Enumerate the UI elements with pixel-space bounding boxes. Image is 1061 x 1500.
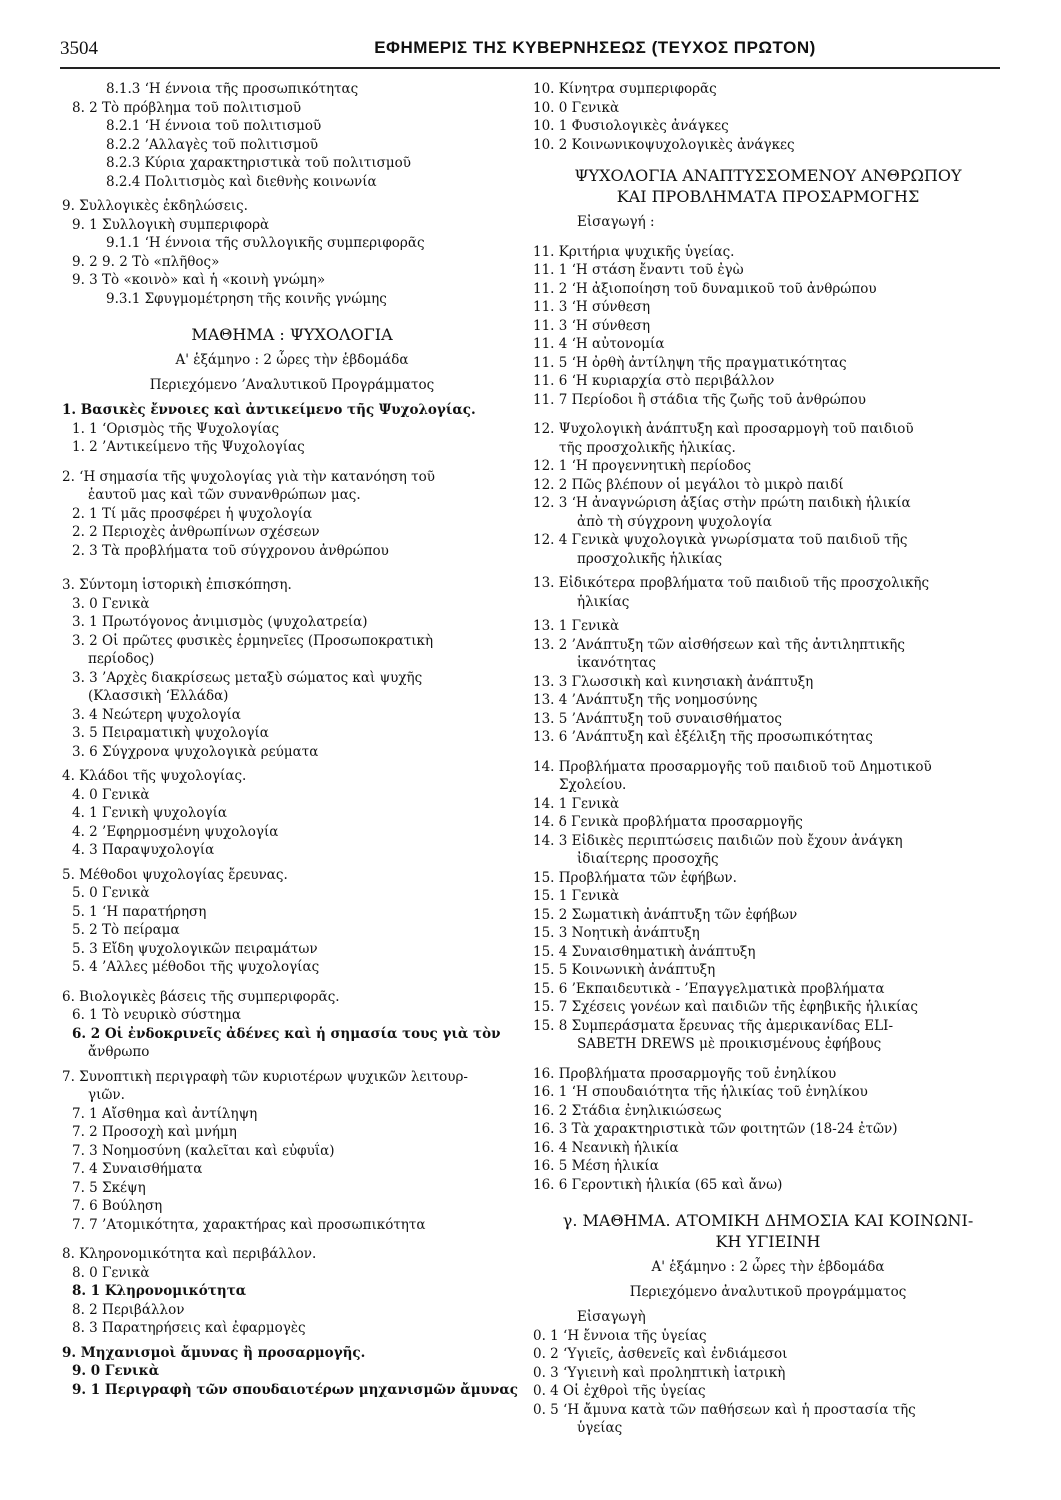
semester-hours: Α' ἑξάμηνο : 2 ὧρες τὴν ἑβδομάδα bbox=[175, 352, 409, 368]
list-item: 14. 1 Γενικὰ bbox=[533, 795, 620, 812]
list-item: ὑγείας bbox=[577, 1420, 623, 1436]
list-item: 14. δ Γενικὰ προβλήματα προσαρμογῆς bbox=[533, 814, 803, 830]
list-item: 11. 6 ‘Η κυριαρχία στὸ περιβάλλον bbox=[533, 373, 775, 389]
list-item: 5. 3 Εἴδη ψυχολογικῶν πειραμάτων bbox=[72, 940, 318, 957]
list-item: 5. 0 Γενικὰ bbox=[72, 885, 150, 901]
list-item: 9. 0 Γενικὰ bbox=[72, 1363, 160, 1379]
list-item: SABETH DREWS μὲ προικισμένους ἐφήβους bbox=[577, 1036, 882, 1052]
list-item: 5. 4 ’Αλλες μέθοδοι τῆς ψυχολογίας bbox=[72, 959, 320, 975]
list-item: 10. 2 Κοινωνικοψυχολογικὲς ἀνάγκες bbox=[533, 136, 795, 153]
list-item: 6. 1 Τὸ νευρικὸ σύστημα bbox=[72, 1007, 242, 1023]
list-item: (Κλασσικὴ ‘Ελλάδα) bbox=[88, 688, 229, 704]
list-item: 10. 1 Φυσιολογικὲς ἀνάγκες bbox=[533, 118, 729, 134]
list-item: 3. 1 Πρωτόγονος ἀνιμισμὸς (ψυχολατρεία) bbox=[72, 614, 368, 630]
list-item: 12. 4 Γενικὰ ψυχολογικὰ γνωρίσματα τοῦ παιδιοῦ τῆς bbox=[533, 532, 908, 548]
page-number: 3504 bbox=[60, 38, 98, 59]
list-item: ἡλικίας bbox=[577, 593, 630, 610]
list-item: 7. 2 Προσοχὴ καὶ μνήμη bbox=[72, 1124, 237, 1140]
list-item: 11. 3 ‘Η σύνθεση bbox=[533, 299, 651, 315]
list-item: 8.2.3 Κύρια χαρακτηριστικὰ τοῦ πολιτισμοῦ bbox=[106, 155, 411, 171]
list-item: 9. 3 Τὸ «κοινὸ» καὶ ἡ «κοινὴ γνώμη» bbox=[72, 272, 326, 288]
list-item: 8. 2 Τὸ πρόβλημα τοῦ πολιτισμοῦ bbox=[72, 99, 302, 116]
list-item: περίοδος) bbox=[88, 651, 155, 667]
list-item: 2. 2 Περιοχὲς ἀνθρωπίνων σχέσεων bbox=[72, 524, 320, 540]
list-item: 4. 2 ’Εφηρμοσμένη ψυχολογία bbox=[72, 823, 279, 840]
list-item: 7. 7 ’Ατομικότητα, χαρακτήρας καὶ προσωπικότητα bbox=[72, 1216, 426, 1233]
list-item: ἀπὸ τὴ σύγχρονη ψυχολογία bbox=[577, 513, 772, 530]
list-item: 8. 0 Γενικὰ bbox=[72, 1264, 150, 1281]
list-heading: 6. Βιολογικὲς βάσεις τῆς συμπεριφορᾶς. bbox=[62, 988, 340, 1005]
section-title: ΜΑΘΗΜΑ : ΨΥΧΟΛΟΓΙΑ bbox=[191, 325, 393, 344]
list-item: 12. 1 ‘Η προγεννητικὴ περίοδος bbox=[533, 458, 752, 474]
list-item: 11. 4 ‘Η αὐτονομία bbox=[533, 336, 665, 352]
list-item: 16. 3 Τὰ χαρακτηριστικὰ τῶν φοιτητῶν (18-24 ἐτῶν) bbox=[533, 1121, 898, 1137]
list-item: 11. 7 Περίοδοι ἢ στάδια τῆς ζωῆς τοῦ ἀνθρώπου bbox=[533, 391, 866, 408]
list-item: 11. 3 ‘Η σύνθεση bbox=[533, 317, 651, 334]
contents-label: Περιεχόμενο ’Αναλυτικοῦ Προγράμματος bbox=[149, 377, 435, 393]
list-item: 9. 2 9. 2 Τὸ «πλῆθος» bbox=[72, 253, 220, 270]
list-item: 4. 1 Γενικὴ ψυχολογία bbox=[72, 805, 227, 821]
list-item: 4. 3 Παραψυχολογία bbox=[72, 842, 215, 858]
list-heading: 9. Μηχανισμοὶ ἄμυνας ἢ προσαρμογῆς. bbox=[62, 1344, 366, 1361]
list-item: 3. 4 Νεώτερη ψυχολογία bbox=[72, 706, 241, 723]
section-heading: ΚΗ ΥΓΙΕΙΝΗ bbox=[715, 1232, 821, 1251]
list-heading: 11. Κριτήρια ψυχικῆς ὑγείας. bbox=[533, 243, 735, 260]
list-item: 7. 6 Βούληση bbox=[72, 1198, 163, 1214]
list-item: 3. 3 ’Αρχὲς διακρίσεως μεταξὺ σώματος καὶ ψυχῆς bbox=[72, 669, 423, 686]
left-column bbox=[62, 80, 522, 1399]
list-item: 13. 1 Γενικὰ bbox=[533, 618, 620, 634]
list-heading: 13. Εἰδικότερα προβλήματα τοῦ παιδιοῦ τῆς προσχολικῆς bbox=[533, 575, 930, 591]
list-heading: 5. Μέθοδοι ψυχολογίας ἔρευνας. bbox=[62, 866, 288, 883]
list-item: 7. 1 Αἴσθημα καὶ ἀντίληψη bbox=[72, 1105, 258, 1122]
list-item: προσχολικῆς ἡλικίας bbox=[577, 550, 723, 567]
list-heading: 16. Προβλήματα προσαρμογῆς τοῦ ἐνηλίκου bbox=[533, 1065, 837, 1082]
list-item: 16. 1 ‘Η σπουδαιότητα τῆς ἡλικίας τοῦ ἐνηλίκου bbox=[533, 1084, 868, 1100]
list-item: 15. 2 Σωματικὴ ἀνάπτυξη τῶν ἐφήβων bbox=[533, 906, 798, 923]
list-item: 8. 1 Κληρονομικότητα bbox=[72, 1283, 247, 1299]
list-item: Σχολείου. bbox=[559, 777, 627, 793]
list-item: 9.1.1 ‘Η έννοια τῆς συλλογικῆς συμπεριφορᾶς bbox=[106, 235, 425, 251]
list-item: 13. 4 ’Ανάπτυξη τῆς νοημοσύνης bbox=[533, 692, 758, 708]
list-item: ἑαυτοῦ μας καὶ τῶν συνανθρώπων μας. bbox=[88, 487, 361, 503]
list-heading: 15. Προβλήματα τῶν ἐφήβων. bbox=[533, 869, 737, 886]
list-item: 7. 4 Συναισθήματα bbox=[72, 1161, 203, 1177]
list-item: 9.3.1 Σφυγμομέτρηση τῆς κοινῆς γνώμης bbox=[106, 290, 387, 307]
list-item: 8.2.1 ‘Η έννοια τοῦ πολιτισμοῦ bbox=[106, 118, 322, 134]
list-item: 7. 5 Σκέψη bbox=[72, 1179, 146, 1196]
list-item: ἄνθρωπο bbox=[88, 1044, 150, 1060]
list-heading: 14. Προβλήματα προσαρμογῆς τοῦ παιδιοῦ τοῦ Δημοτικοῦ bbox=[533, 758, 932, 775]
list-item: 6. 2 Οἱ ἐνδοκρινεῖς ἀδένες καὶ ἡ σημασία τους γιὰ τὸν bbox=[72, 1025, 501, 1042]
section-heading: γ. ΜΑΘΗΜΑ. ΑΤΟΜΙΚΗ ΔΗΜΟΣΙΑ ΚΑΙ ΚΟΙΝΩΝΙ- bbox=[562, 1211, 974, 1230]
list-heading: 3. Σύντομη ἱστορικὴ ἐπισκόπηση. bbox=[62, 577, 292, 593]
list-heading: 1. Βασικὲς ἔννοιες καὶ ἀντικείμενο τῆς Ψυχολογίας. bbox=[62, 402, 476, 418]
list-item: 16. 5 Μέση ἡλικία bbox=[533, 1158, 659, 1174]
list-item: 10. 0 Γενικὰ bbox=[533, 99, 620, 116]
list-item: γιῶν. bbox=[88, 1087, 125, 1103]
list-item: 2. 1 Τί μᾶς προσφέρει ἡ ψυχολογία bbox=[72, 505, 313, 522]
section-heading: ΨΥΧΟΛΟΓΙΑ ΑΝΑΠΤΥΣΣΟΜΕΝΟΥ ΑΝΘΡΩΠΟΥ bbox=[574, 166, 962, 185]
list-item: 8.2.4 Πολιτισμὸς καὶ διεθνὴς κοινωνία bbox=[106, 173, 377, 190]
list-item: 13. 3 Γλωσσικὴ καὶ κινησιακὴ ἀνάπτυξη bbox=[533, 673, 814, 690]
list-item: 1. 2 ’Αντικείμενο τῆς Ψυχολογίας bbox=[72, 439, 305, 455]
list-item: 3. 0 Γενικὰ bbox=[72, 595, 150, 612]
list-item: 3. 5 Πειραματικὴ ψυχολογία bbox=[72, 725, 269, 741]
list-item: 2. 3 Τὰ προβλήματα τοῦ σύγχρονου ἀνθρώπου bbox=[72, 542, 389, 559]
list-item: 4. 0 Γενικὰ bbox=[72, 786, 150, 803]
contents-label: Περιεχόμενο ἀναλυτικοῦ προγράμματος bbox=[629, 1284, 907, 1300]
list-item: ἰδιαίτερης προσοχῆς bbox=[577, 851, 719, 867]
list-item: 16. 6 Γεροντικὴ ἡλικία (65 καὶ ἄνω) bbox=[533, 1176, 783, 1193]
list-item: 15. 4 Συναισθηματικὴ ἀνάπτυξη bbox=[533, 943, 756, 960]
list-item: 0. 5 ‘Η ἄμυνα κατὰ τῶν παθήσεων καὶ ἡ προστασία τῆς bbox=[533, 1401, 916, 1418]
list-item: 16. 4 Νεανικὴ ἡλικία bbox=[533, 1139, 679, 1156]
list-heading: 12. Ψυχολογικὴ ἀνάπτυξη καὶ προσαρμογὴ τοῦ παιδιοῦ bbox=[533, 421, 914, 437]
page-header bbox=[60, 38, 1000, 66]
list-item: 15. 5 Κοινωνικὴ ἀνάπτυξη bbox=[533, 962, 716, 978]
list-item: 13. 5 ’Ανάπτυξη τοῦ συναισθήματος bbox=[533, 710, 782, 727]
list-item: 13. 6 ’Ανάπτυξη καὶ ἐξέλιξη τῆς προσωπικότητας bbox=[533, 729, 873, 745]
list-item: τῆς προσχολικῆς ἡλικίας. bbox=[559, 439, 736, 456]
intro-label: Εἰσαγωγή : bbox=[577, 214, 655, 230]
list-item: 0. 1 ‘Η ἔννοια τῆς ὑγείας bbox=[533, 1327, 707, 1344]
list-item: 16. 2 Στάδια ἐνηλικιώσεως bbox=[533, 1102, 722, 1119]
list-heading: 4. Κλάδοι τῆς ψυχολογίας. bbox=[62, 768, 247, 784]
list-item: 8. 2 Περιβάλλον bbox=[72, 1301, 185, 1318]
list-item: 3. 6 Σύγχρονα ψυχολογικὰ ρεύματα bbox=[72, 743, 319, 760]
list-item: ἱκανότητας bbox=[577, 655, 656, 671]
list-heading: 2. ‘Η σημασία τῆς ψυχολογίας γιὰ τὴν κατανόηση τοῦ bbox=[62, 468, 435, 485]
list-heading: 7. Συνοπτικὴ περιγραφὴ τῶν κυριοτέρων ψυχικῶν λειτουρ- bbox=[62, 1068, 468, 1085]
header-rule bbox=[60, 67, 1000, 69]
list-heading: 8. Κληρονομικότητα καὶ περιβάλλον. bbox=[62, 1246, 317, 1262]
journal-title: ΕΦΗΜΕΡΙΣ ΤΗΣ ΚΥΒΕΡΝΗΣΕΩΣ (ΤΕΥΧΟΣ ΠΡΩΤΟΝ) bbox=[374, 38, 816, 57]
list-item: 15. 1 Γενικὰ bbox=[533, 888, 620, 904]
list-item: 14. 3 Εἰδικὲς περιπτώσεις παιδιῶν ποὺ ἔχουν ἀνάγκη bbox=[533, 832, 903, 849]
list-item: 15. 7 Σχέσεις γονέων καὶ παιδιῶν τῆς ἐφηβικῆς ἡλικίας bbox=[533, 999, 918, 1015]
list-item: 11. 1 ‘Η στάση ἔναντι τοῦ ἐγὼ bbox=[533, 262, 744, 278]
list-item: 3. 2 Οἱ πρῶτες φυσικὲς ἑρμηνεῖες (Προσωποκρατικὴ bbox=[72, 632, 434, 649]
list-item: 15. 3 Νοητικὴ ἀνάπτυξη bbox=[533, 925, 700, 941]
list-item: 12. 3 ‘Η ἀναγνώριση ἀξίας στὴν πρώτη παιδικὴ ἡλικία bbox=[533, 495, 911, 511]
list-item: 0. 2 ‘Υγιεῖς, ἀσθενεῖς καὶ ἐνδιάμεσοι bbox=[533, 1346, 788, 1362]
list-item: 8.2.2 ’Αλλαγὲς τοῦ πολιτισμοῦ bbox=[106, 136, 319, 153]
list-item: 12. 2 Πῶς βλέπουν οἱ μεγάλοι τὸ μικρὸ παιδί bbox=[533, 476, 844, 493]
list-item: 11. 5 ‘Η ὀρθὴ ἀντίληψη τῆς πραγματικότητας bbox=[533, 354, 847, 371]
section-heading: ΚΑΙ ΠΡΟΒΛΗΜΑΤΑ ΠΡΟΣΑΡΜΟΓΗΣ bbox=[616, 187, 920, 206]
list-item: 9. 1 Συλλογικὴ συμπεριφορὰ bbox=[72, 216, 270, 233]
list-item: 9. 1 Περιγραφὴ τῶν σπουδαιοτέρων μηχανισμῶν ἄμυνας bbox=[72, 1381, 518, 1398]
list-item: 5. 2 Τὸ πείραμα bbox=[72, 922, 180, 938]
intro-label: Εἰσαγωγὴ bbox=[577, 1309, 646, 1325]
list-item: 8. 3 Παρατηρήσεις καὶ ἐφαρμογὲς bbox=[72, 1320, 306, 1336]
list-item: 7. 3 Νοημοσύνη (καλεῖται καὶ εὐφυΐα) bbox=[72, 1142, 335, 1159]
list-item: 10. Κίνητρα συμπεριφορᾶς bbox=[533, 81, 717, 97]
semester-hours: Α' ἑξάμηνο : 2 ὧρες τὴν ἑβδομάδα bbox=[651, 1259, 885, 1275]
list-item: 5. 1 ‘Η παρατήρηση bbox=[72, 903, 207, 920]
right-column bbox=[533, 80, 1003, 1438]
list-item: 11. 2 ‘Η ἀξιοποίηση τοῦ δυναμικοῦ τοῦ ἀνθρώπου bbox=[533, 280, 877, 297]
list-item: 13. 2 ’Ανάπτυξη τῶν αἰσθήσεων καὶ τῆς ἀντιληπτικῆς bbox=[533, 636, 905, 653]
list-item: 0. 3 ‘Υγιεινὴ καὶ προληπτικὴ ἰατρικὴ bbox=[533, 1364, 786, 1381]
list-item: 0. 4 Οἱ ἐχθροὶ τῆς ὑγείας bbox=[533, 1383, 706, 1399]
list-item: 1. 1 ‘Ορισμὸς τῆς Ψυχολογίας bbox=[72, 420, 280, 437]
list-item: 8.1.3 ‘Η έννοια τῆς προσωπικότητας bbox=[106, 81, 359, 97]
list-item: 15. 8 Συμπεράσματα ἔρευνας τῆς ἀμερικανίδας ELI- bbox=[533, 1017, 894, 1034]
list-item: 9. Συλλογικὲς ἐκδηλώσεις. bbox=[62, 198, 248, 214]
list-item: 15. 6 ’Εκπαιδευτικὰ - ’Επαγγελματικὰ προβλήματα bbox=[533, 980, 885, 997]
